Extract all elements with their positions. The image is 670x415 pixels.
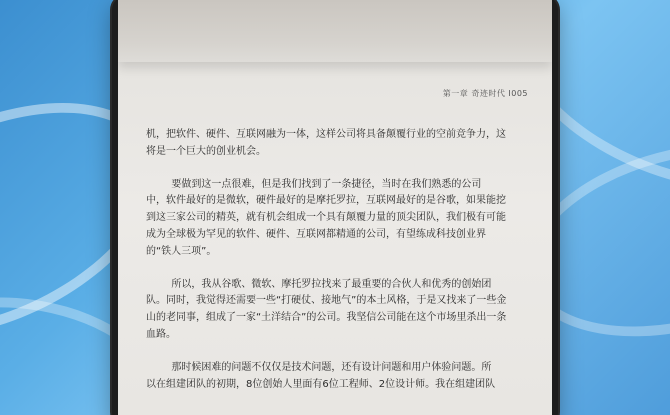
text-line: 中，软件最好的是微软，硬件最好的是摩托罗拉，互联网最好的是谷歌，如果能挖 — [146, 195, 506, 207]
text-line: 将是一个巨大的创业机会。 — [146, 145, 266, 157]
page-text — [146, 127, 532, 409]
ereader-screen[interactable] — [118, 0, 552, 415]
text-line: 的“铁人三项”。 — [146, 245, 217, 257]
text-line: 到这三家公司的精英，就有机会组成一个具有颠覆力量的顶尖团队，我们极有可能 — [146, 212, 506, 224]
paragraph — [146, 360, 532, 394]
text-line: 成为全球极为罕见的软件、硬件、互联网都精通的公司，有望练成科技创业界 — [146, 228, 486, 240]
text-line: 所以，我从谷歌、微软、摩托罗拉找来了最重要的合伙人和优秀的创始团 — [146, 278, 492, 290]
text-line: 机，把软件、硬件、互联网融为一体，这样公司将具备颠覆行业的空前竞争力，这 — [146, 129, 506, 140]
reader-top-shadow — [118, 0, 552, 62]
text-line: 要做到这一点很难，但是我们找到了一条捷径，当时在我们熟悉的公司 — [146, 178, 482, 190]
paragraph — [146, 177, 532, 261]
text-line: 队。同时，我觉得还需要一些“打硬仗、接地气”的本土风格，于是又找来了一些金 — [146, 295, 507, 307]
text-line: 那时候困难的问题不仅仅是技术问题，还有设计问题和用户体验问题。所 — [146, 361, 492, 373]
text-line: 以在组建团队的初期，8位创始人里面有6位工程师、2位设计师。我在组建团队 — [146, 378, 496, 390]
paragraph — [146, 127, 532, 161]
text-line: 血路。 — [146, 328, 176, 340]
paragraph — [146, 277, 532, 344]
running-header: 第一章 奇迹时代 I005 — [442, 89, 528, 98]
text-line: 山的老同事，组成了一家“土洋结合”的公司。我坚信公司能在这个市场里杀出一条 — [146, 312, 507, 324]
